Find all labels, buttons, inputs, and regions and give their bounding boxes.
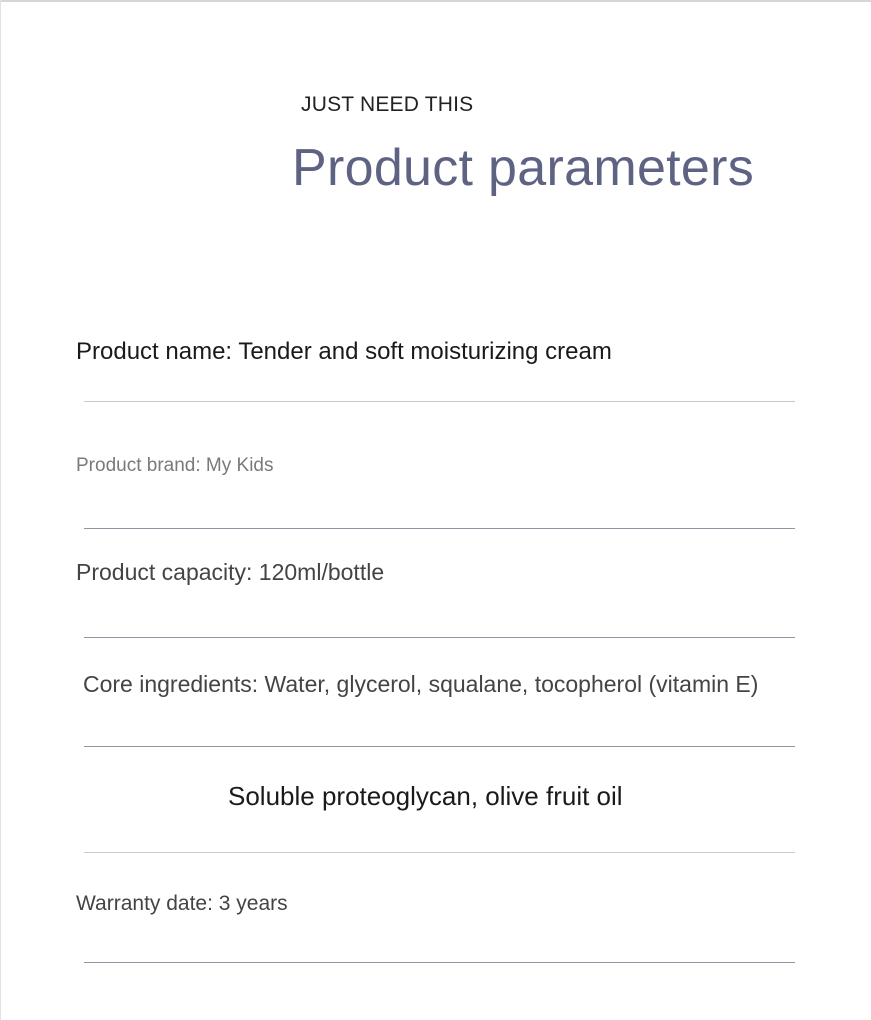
core-ingredients-row: Core ingredients: Water, glycerol, squalane, tocopherol (vitamin E) bbox=[83, 671, 759, 697]
divider-1 bbox=[84, 401, 795, 402]
divider-6 bbox=[84, 962, 795, 963]
divider-4 bbox=[84, 746, 795, 747]
product-brand-row: Product brand: My Kids bbox=[76, 455, 274, 476]
core-ingredients-continued: Soluble proteoglycan, olive fruit oil bbox=[228, 781, 623, 811]
product-capacity-row: Product capacity: 120ml/bottle bbox=[76, 559, 385, 585]
divider-5 bbox=[84, 852, 795, 853]
page-title: Product parameters bbox=[292, 139, 755, 197]
section-eyebrow: JUST NEED THIS bbox=[301, 93, 474, 116]
divider-2 bbox=[84, 528, 795, 529]
top-border bbox=[0, 0, 871, 2]
product-name-row: Product name: Tender and soft moisturizing cream bbox=[76, 338, 612, 365]
warranty-date-row: Warranty date: 3 years bbox=[76, 892, 288, 915]
divider-3 bbox=[84, 637, 795, 638]
left-border bbox=[0, 0, 1, 1020]
